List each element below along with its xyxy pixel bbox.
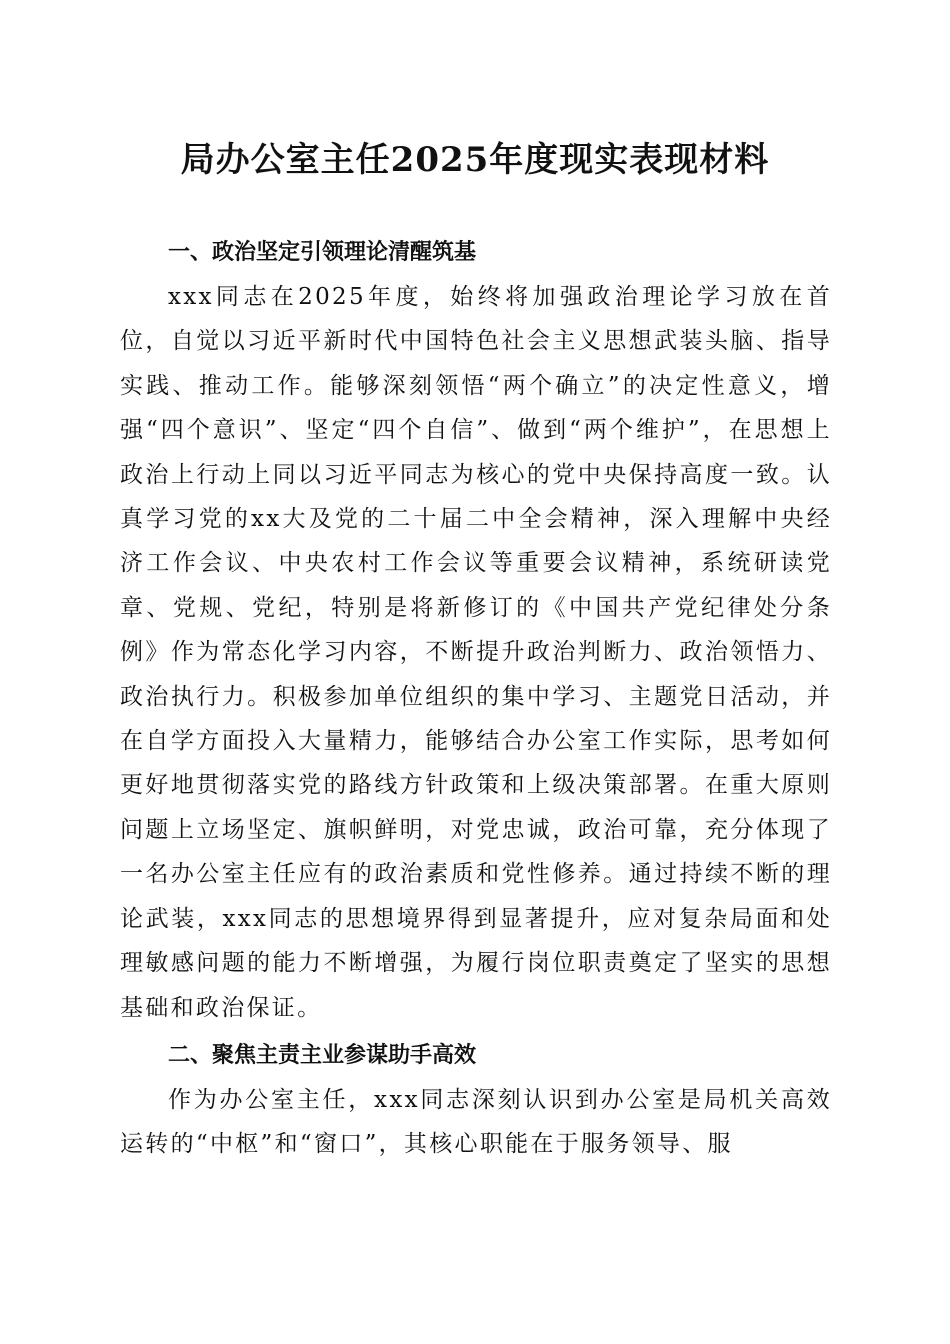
document-title: 局办公室主任2025年度现实表现材料 xyxy=(180,140,770,180)
section-2 xyxy=(120,1034,832,1167)
section-paragraph: xxx同志在2025年度，始终将加强政治理论学习放在首位，自觉以习近平新时代中国特色社会主义思想武装头脑、指导实践、推动工作。能够深刻领悟“两个确立”的决定性意义，增强“四个意识”、坚定“四个自信”、做到“两个维护”，在思想上政治上行动上同以习近平同志为核心的党中央保持高度一致。认真学习党的xx大及党的二十届二中全会精神，深入理解中央经济工作会议、中央农村工作会议等重要会议精神，系统研读党章、党规、党纪，特别是将新修订的《中国共产党纪律处分条例》作为常态化学习内容，不断提升政治判断力、政治领悟力、政治执行力。积极参加单位组织的集中学习、主题党日活动，并在自学方面投入大量精力，能够结合办公室工作实际，思考如何更好地贯彻落实党的路线方针政策和上级决策部署。在重大原则问题上立场坚定、旗帜鲜明，对党忠诚，政治可靠，充分体现了一名办公室主任应有的政治素质和党性修养。通过持续不断的理论武装，xxx同志的思想境界得到显著提升，应对复杂局面和处理敏感问题的能力不断增强，为履行岗位职责奠定了坚实的思想基础和政治保证。 xyxy=(120,284,832,1021)
section-paragraph: 作为办公室主任，xxx同志深刻认识到办公室是局机关高效运转的“中枢”和“窗口”，其核心职能在于服务领导、服 xyxy=(120,1087,832,1158)
section-heading: 一、政治坚定引领理论清醒筑基 xyxy=(168,240,477,265)
section-1 xyxy=(120,231,832,1030)
section-heading: 二、聚焦主责主业参谋助手高效 xyxy=(168,1043,477,1068)
